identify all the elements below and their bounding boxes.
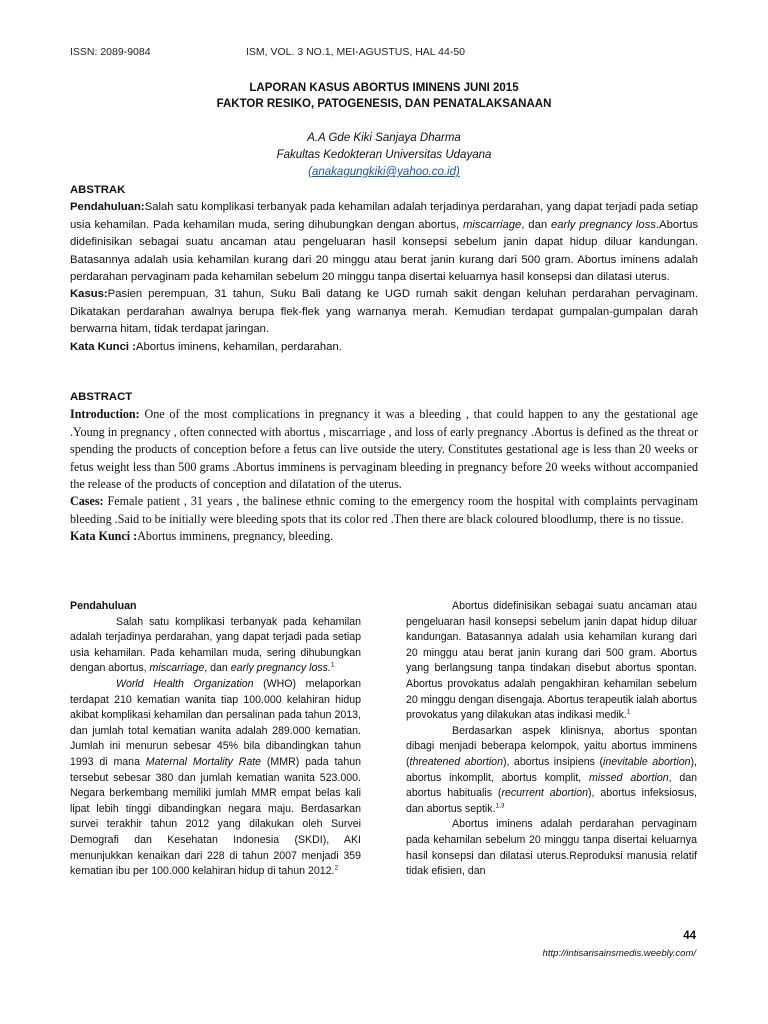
footer-url-link[interactable]: http://intisarisainsmedis.weebly.com/ [542,948,696,959]
term-recurrent: recurrent abortion [501,787,589,800]
section-heading-pendahuluan: Pendahuluan [70,600,137,612]
paragraph-text: Abortus iminens adalah perdarahan pervaginam pada kehamilan sebelum 20 minggu tanpa disertai keluarnya hasil konsepsi dan dilatasi uterus.Reproduksi manusia relatif tidak efisien, dan [406,818,697,878]
paragraph-text: (WHO) melaporkan terdapat 210 kematian wanita tiap 100.000 kelahiran hidup akibat komplikasi kehamilan dan persalinan pada tahun 2013, dan jumlah total kematian wanita adalah 289.000 kematian. Jumlah ini menurun sebesar 45% bila dibandingkan tahun 1993 di mana [70,677,361,768]
term-mmr: Maternal Mortality Rate [145,755,262,768]
paragraph-text: Salah satu komplikasi terbanyak pada kehamilan adalah terjadinya perdarahan, yang dapat terjadi pada setiap usia kehamilan. Pada kehamilan muda, sering dihubungkan dengan abortus, [70,615,361,675]
author-name: A.A Gde Kiki Sanjaya Dharma [307,132,461,144]
term-miscarriage: miscarriage [149,662,205,675]
abstrak-pendahuluan-text-2: , dan [521,218,551,231]
paragraph-text: , dan [204,662,231,675]
abstract-keywords-label: Kata Kunci : [70,529,138,544]
body-column-right [406,599,697,880]
abstract-intro-text: One of the most complications in pregnancy it was a bleeding , that could happen to any the gestational age .Young in pregnancy , often connected with abortus , miscarriage , and loss of early pregnancy .Abortus is defined as the threat or spending the products of conception before a fetus can live outside the utery. Constitutes gestational age is less than 20 weeks or fetus weight less than 500 grams .Abortus imminens is pervaginam bleeding in pregnancy before 20 weeks without accompanied the release of the products of conception and dilatation of the uterus. [70,407,698,492]
author-block [0,130,768,181]
abstract-section [70,389,698,546]
abstract-intro-label: Introduction: [70,407,140,422]
abstrak-section [70,182,698,356]
paragraph-text: Abortus didefinisikan sebagai suatu ancaman atau pengeluaran hasil konsepsi sebelum janin dapat hidup diluar kandungan. Batasannya adalah usia kehamilan kurang dari 20 minggu atau berat janin kurang dari 500 gram. Abortus yang berlangsung tanpa tindakan disebut abortus spontan. Abortus provokatus adalah pengakhiran kehamilan sebelum 20 minggu dengan disengaja. Abortus terapeutik ialah abortus provokatus yang dilakukan atas indikasi medik. [406,600,697,722]
paragraph-text: ), abortus inkomplit, abortus komplit, [406,755,697,784]
issn-label: ISSN: 2089-9084 [70,46,151,58]
author-email-link[interactable]: (anakagungkiki@yahoo.co.id) [308,166,460,178]
abstract-cases-text: Female patient , 31 years , the balinese ethnic coming to the emergency room the hospital with complaints pervaginam bleeding .Said to be initially were bleeding spots that its color red .Then there are black coloured bloodlump, there is no tissue. [70,494,698,526]
term-missed: missed abortion [589,771,669,784]
abstrak-pendahuluan-label: Pendahuluan: [70,201,145,214]
abstrak-heading: ABSTRAK [70,184,126,196]
abstrak-keywords-text: Abortus iminens, kehamilan, perdarahan. [135,340,342,353]
title-line-2: FAKTOR RESIKO, PATOGENESIS, DAN PENATALAKSANAAN [216,98,552,110]
abstract-cases-label: Cases: [70,494,104,509]
paragraph-text: , dan abortus habitualis ( [406,771,697,800]
paragraph [406,817,697,879]
paragraph-text: Berdasarkan aspek klinisnya, abortus spontan dibagi menjadi beberapa kelompok, yaitu abortus imminens ( [406,724,697,768]
paragraph [406,724,697,818]
term-inevitable: inevitable abortion [602,755,691,768]
term-early-loss: early pregnancy loss. [230,662,331,675]
paragraph [406,599,697,724]
citation-ref: 1 [626,708,631,716]
abstrak-keywords-label: Kata Kunci : [70,340,136,353]
abstrak-kasus-label: Kasus: [70,288,108,301]
abstrak-kasus-text: Pasien perempuan, 31 tahun, Suku Bali datang ke UGD rumah sakit dengan keluhan perdarahan pervaginam. Dikatakan perdarahan awalnya berupa flek-flek yang warnanya merah. Kemudian terdapat gumpalan-gumpalan darah berwarna hitam, tidak terdapat jaringan. [70,288,698,336]
paragraph [70,677,361,880]
article-title [0,80,768,112]
abstract-heading: ABSTRACT [70,391,133,403]
abstract-keywords-text: Abortus imminens, pregnancy, bleeding. [137,529,334,544]
abstrak-pendahuluan-text: Salah satu komplikasi terbanyak pada kehamilan adalah terjadinya perdarahan, yang dapat terjadi pada setiap usia kehamilan. Pada kehamilan muda, sering dihubungkan dengan abortus, [70,201,698,231]
abstrak-term-miscarriage: miscarriage [462,218,522,231]
abstrak-keywords [70,339,698,356]
body-column-left [70,599,361,880]
title-line-1: LAPORAN KASUS ABORTUS IMINENS JUNI 2015 [249,82,519,94]
journal-citation: ISM, VOL. 3 NO.1, MEI-AGUSTUS, HAL 44-50 [246,46,466,58]
page-number: 44 [683,930,696,942]
paragraph-text: ), abortus infeksiosus, dan abortus septik. [406,787,697,815]
abstract-introduction [70,406,698,493]
paragraph-text: ), abortus insipiens ( [502,755,603,768]
citation-ref: 1,3 [495,802,505,810]
paragraph [70,615,361,677]
paragraph-text: (MMR) pada tahun tersebut sebesar 380 dan jumlah kematian wanita 523.000. Negara berkembang memiliki jumlah MMR empat belas kali lipat lebih tinggi dibandingkan negara maju. Berdasarkan survei terakhir tahun 2012 yang dilakukan oleh Survei Demografi dan Kesehatan Indonesia (SKDI), AKI menunjukkan kenaikan dari 228 di tahun 2007 menjadi 359 kematian ibu per 100.000 kelahiran hidup di tahun 2012. [70,755,361,878]
abstract-cases [70,493,698,528]
abstrak-kasus [70,286,698,338]
author-affiliation: Fakultas Kedokteran Universitas Udayana [276,149,492,161]
term-who: World Health Organization [116,677,254,690]
abstrak-term-early-loss: early pregnancy loss [550,218,656,231]
abstrak-pendahuluan [70,199,698,286]
abstract-keywords [70,528,698,545]
citation-ref: 1 [330,661,335,669]
abstrak-pendahuluan-text-3: .Abortus didefinisikan sebagai suatu ancaman atau pengeluaran hasil konsepsi sebelum janin dapat hidup diluar kandungan. Batasannya adalah usia kehamilan kurang dari 20 minggu atau berat janin kurang dari 500 gram. Abortus iminens adalah perdarahan pervaginam pada kehamilan sebelum 20 minggu tanpa disertai keluarnya hasil konsepsi dan dilatasi uterus. [70,218,699,284]
term-threatened: threatened abortion [409,755,503,768]
citation-ref: 2 [334,864,339,872]
